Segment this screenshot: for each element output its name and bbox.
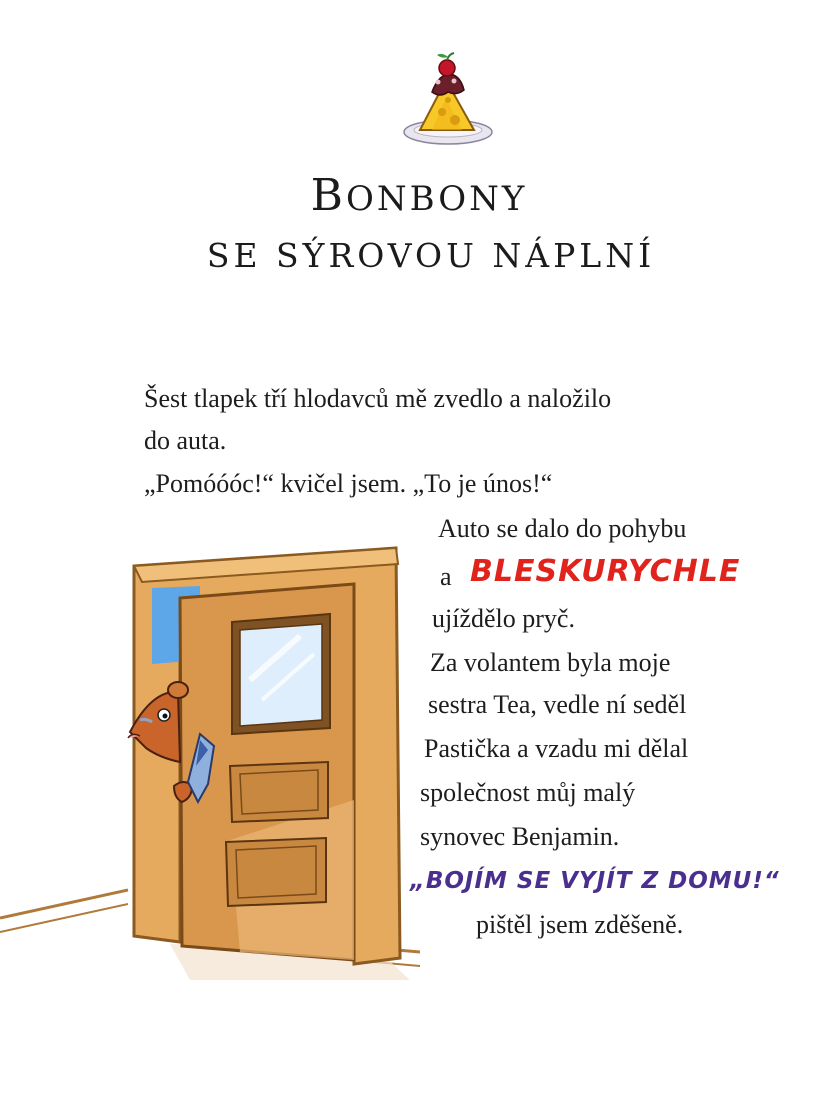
text-line: sestra Tea, vedle ní seděl (428, 690, 687, 719)
text-line: Šest tlapek tří hlodavců mě zvedlo a naložilo (144, 384, 612, 413)
text-line: pištěl jsem zděšeně. (476, 910, 684, 939)
text-line-with-shout (440, 562, 452, 592)
text-line: „Pomóóóc!“ kvičel jsem. „To je únos!“ (144, 469, 553, 498)
text-line: Pastička a vzadu mi dělal (424, 734, 689, 763)
shout-bojim-se: „BOJÍM SE VYJÍT Z DOMU!“ (410, 868, 780, 894)
door-mouse-illustration (0, 540, 420, 1000)
text-line: Auto se dalo do pohybu (438, 514, 687, 543)
text-line: ujíždělo pryč. (432, 604, 575, 633)
text-line: synovec Benjamin. (420, 822, 620, 851)
text-line: společnost můj malý (420, 778, 636, 807)
chapter-title-line1 (0, 170, 838, 221)
title-rest: ONBONY (346, 179, 528, 219)
title-initial: B (310, 170, 347, 221)
text-line: do auta. (144, 426, 227, 455)
text-fragment: a (440, 562, 452, 591)
cheese-cake-icon (402, 52, 494, 152)
chapter-title-line2: SE SÝROVOU NÁPLNÍ (206, 236, 656, 275)
shout-bleskurychle: BLESKURYCHLE (470, 554, 741, 589)
text-line: Za volantem byla moje (430, 648, 671, 677)
